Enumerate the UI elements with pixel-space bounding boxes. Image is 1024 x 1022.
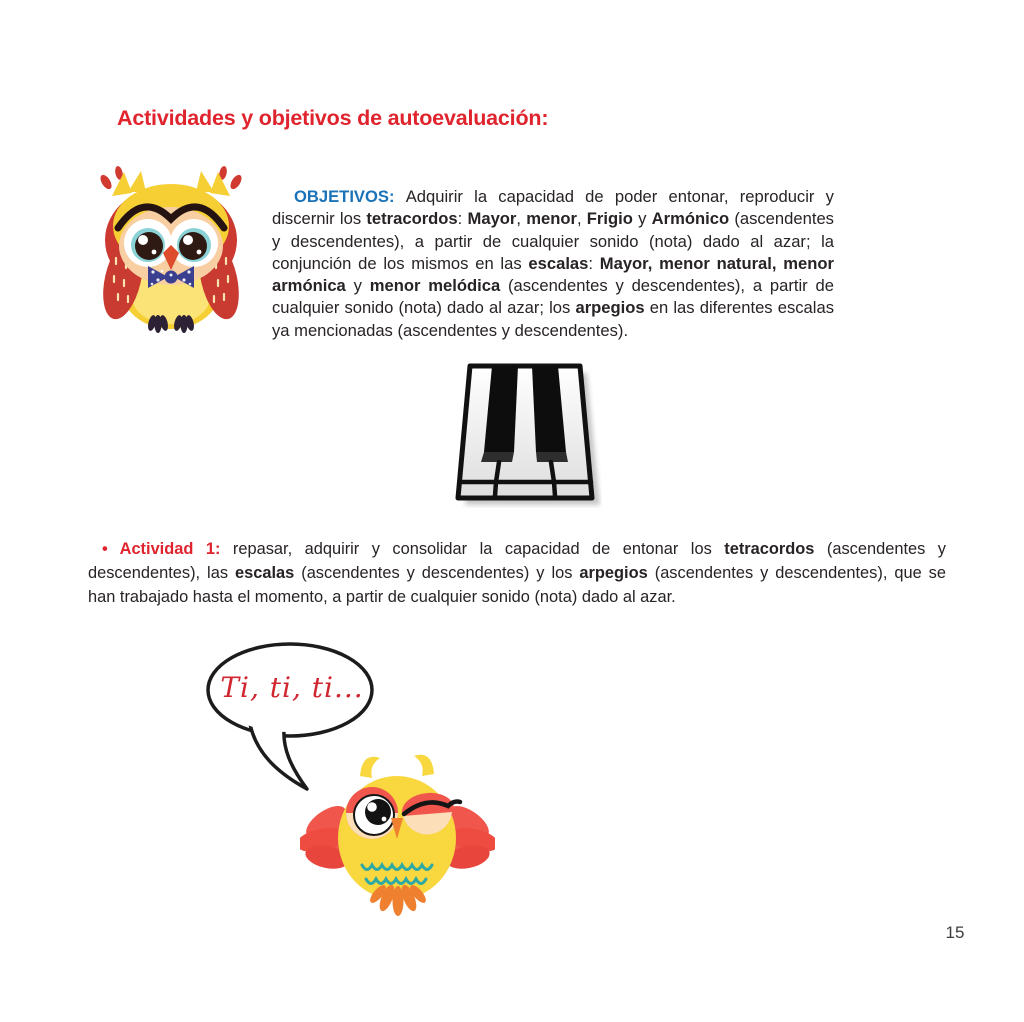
text-segment: repasar, adquirir y consolidar la capacidad de entonar los xyxy=(232,540,725,558)
text-segment: y xyxy=(632,209,652,229)
text-segment: arpegios xyxy=(579,564,648,583)
owl-teacher-illustration xyxy=(86,166,256,334)
text-segment: , xyxy=(576,209,587,229)
owl-with-bowtie-icon xyxy=(86,166,256,334)
page-title: Actividades y objetivos de autoevaluación: xyxy=(117,106,549,130)
text-segment: : xyxy=(588,253,600,273)
speech-bubble-text: Ti, ti, ti... xyxy=(220,671,364,704)
text-segment: Adquirir la capacidad de poder entonar, reproducir y discernir los xyxy=(272,187,834,229)
page-number: 15 xyxy=(945,923,965,942)
text-segment: (ascendentes y descendentes) y los xyxy=(294,564,580,583)
text-segment: tetracordos xyxy=(724,540,815,558)
text-segment: Mayor, menor natural, menor armónica xyxy=(272,253,834,296)
open-eye xyxy=(346,787,398,839)
text-segment: : xyxy=(457,209,468,229)
piano-illustration xyxy=(450,360,602,508)
text-segment: OBJETIVOS: xyxy=(294,187,406,206)
piano-keys-icon xyxy=(450,360,602,508)
activity-1-paragraph xyxy=(88,537,946,610)
text-segment: escalas xyxy=(528,253,589,273)
text-segment: menor melódica xyxy=(369,276,501,296)
text-segment: Frigio xyxy=(586,209,633,229)
text-segment: arpegios xyxy=(575,298,645,318)
text-segment: (ascendentes y descendentes), a partir de cualquier sonido (nota) dado al azar; los xyxy=(272,276,834,318)
text-segment: Armónico xyxy=(651,209,730,229)
text-segment: (ascendentes y descendentes), a partir de cualquier sonido (nota) dado al azar; la conjunción de los mismos en las xyxy=(272,209,834,273)
owl-singing-illustration xyxy=(300,750,495,917)
text-segment: en las diferentes escalas ya mencionadas (ascendentes y descendentes). xyxy=(272,298,834,340)
text-segment: , xyxy=(516,209,527,229)
text-segment: (ascendentes y descendentes), las xyxy=(88,540,946,583)
text-segment: Mayor xyxy=(467,209,517,229)
text-segment: escalas xyxy=(235,564,295,583)
text-segment: (ascendentes y descendentes), que se han trabajado hasta el momento, a partir de cualquier sonido (nota) dado al azar. xyxy=(88,564,946,607)
text-segment: menor xyxy=(526,209,577,229)
winking-owl-icon xyxy=(300,750,495,917)
text-segment: y xyxy=(345,276,370,296)
text-segment: • Actividad 1: xyxy=(102,540,233,558)
text-segment: tetracordos xyxy=(366,209,458,229)
objectives-paragraph xyxy=(272,186,834,342)
